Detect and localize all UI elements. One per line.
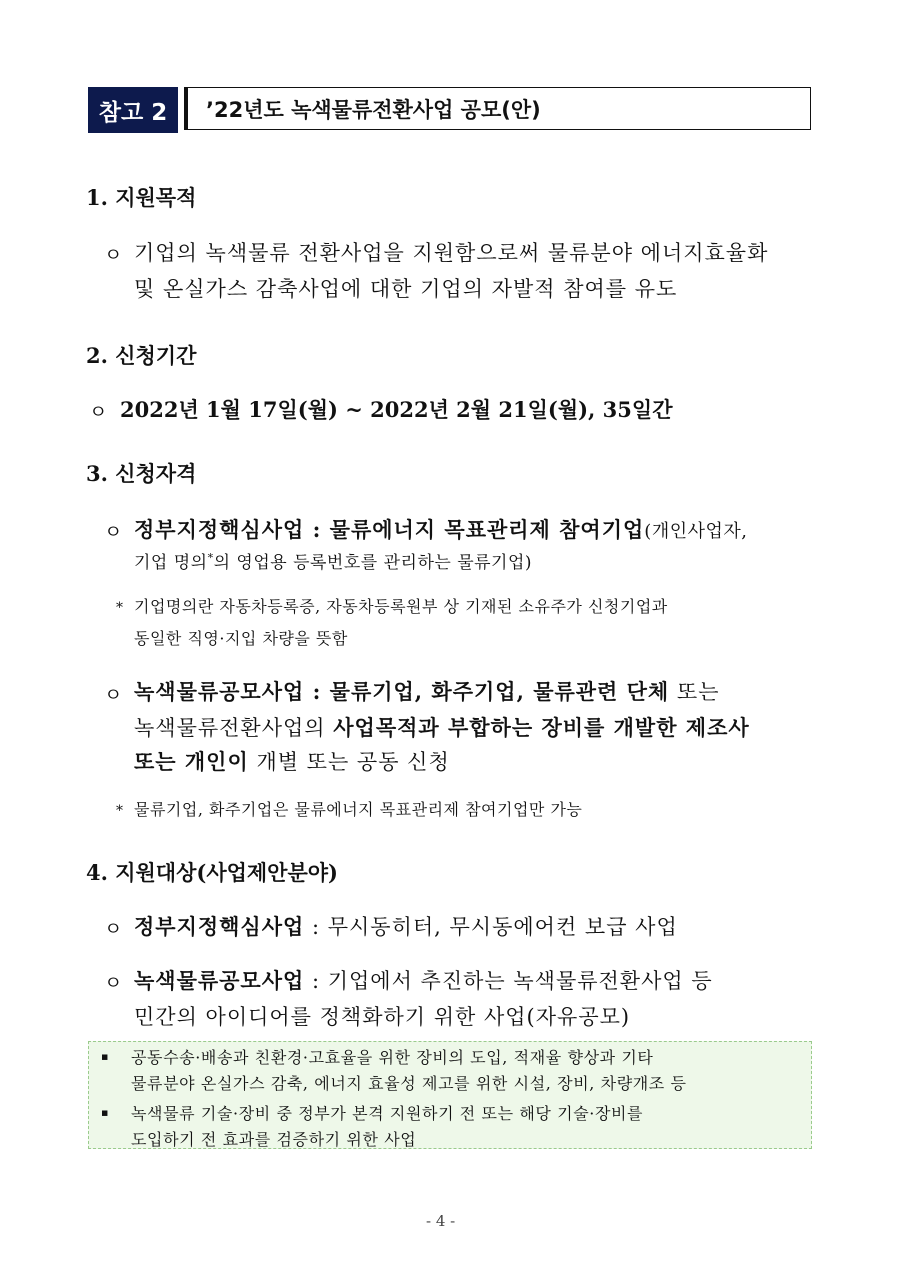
section-3-item-1-line-1 (134, 514, 747, 544)
line-part: : 무시동히터, 무시동에어컨 보급 사업 (311, 915, 678, 939)
box-item-2-line-1: 녹색물류 기술·장비 중 정부가 본격 지원하기 전 또는 해당 기술·장비를 (131, 1104, 644, 1123)
eligibility-open-label: 녹색물류공모사업 : 물류기업, 화주기업, 물류관련 단체 (134, 679, 670, 704)
line-part: 녹색물류전환사업의 (134, 716, 326, 740)
note-1-line-1: 기업명의란 자동차등록증, 자동차등록원부 상 기재된 소유주가 신청기업과 (134, 597, 668, 616)
line-part: 개별 또는 공동 신청 (256, 750, 450, 774)
section-3-item-1-bullet: ㅇ (104, 521, 124, 543)
line-part: : 기업에서 추진하는 녹색물류전환사업 등 (311, 969, 713, 993)
eligibility-core-suffix: (개인사업자, (644, 521, 748, 542)
section-4-item-2-line-2: 민간의 아이디어를 정책화하기 위한 사업(자유공모) (134, 1005, 631, 1029)
section-3-item-2-line-3 (134, 746, 450, 776)
application-period: 2022년 1월 17일(월) ~ 2022년 2월 21일(월), 35일간 (120, 397, 673, 422)
section-1-text-line-2: 및 온실가스 감축사업에 대한 기업의 자발적 참여를 유도 (134, 277, 678, 301)
line-part: 사업목적과 부합하는 장비를 개발한 제조사 (333, 715, 750, 740)
line-part: 또는 개인이 (134, 749, 249, 774)
box-item-1-line-1: 공동수송·배송과 친환경·고효율을 위한 장비의 도입, 적재율 향상과 기타 (131, 1048, 654, 1067)
section-3-item-2-line-2 (134, 712, 750, 742)
line-part: 기업 명의 (134, 553, 208, 573)
note-1-mark: * (116, 600, 123, 616)
section-1-bullet: ㅇ (104, 244, 124, 266)
section-3-item-1-line-2 (134, 548, 532, 573)
note-2-text: 물류기업, 화주기업은 물류에너지 목표관리제 참여기업만 가능 (134, 800, 583, 819)
section-1-text-line-1: 기업의 녹색물류 전환사업을 지원함으로써 물류분야 에너지효율화 (134, 241, 769, 265)
target-core-label: 정부지정핵심사업 (134, 914, 305, 939)
eligibility-core-label: 정부지정핵심사업 : 물류에너지 목표관리제 참여기업 (134, 517, 645, 542)
box-item-2-line-2: 도입하기 전 효과를 검증하기 위한 사업 (131, 1130, 417, 1149)
page-number: - 4 - (426, 1212, 456, 1230)
box-item-1-line-2: 물류분야 온실가스 감축, 에너지 효율성 제고를 위한 시설, 장비, 차량개조 등 (131, 1074, 687, 1093)
section-4-item-1-bullet: ㅇ (104, 918, 124, 940)
section-3-item-2-bullet: ㅇ (104, 684, 124, 706)
section-4-item-1-line (134, 911, 678, 941)
reference-label: 참고 2 (88, 87, 178, 133)
note-1-line-2: 동일한 직영·지입 차량을 뜻함 (134, 629, 348, 648)
note-2-mark: * (116, 803, 123, 819)
box-item-1-marker: ▪ (101, 1050, 109, 1063)
line-part: 또는 (676, 680, 720, 704)
document-title: ’22년도 녹색물류전환사업 공모(안) (184, 87, 811, 130)
section-1-heading: 1. 지원목적 (86, 185, 197, 210)
line-part: 의 영업용 등록번호를 관리하는 물류기업) (213, 553, 533, 573)
section-4-item-2-line-1 (134, 965, 713, 995)
target-open-label: 녹색물류공모사업 (134, 968, 305, 993)
section-4-heading: 4. 지원대상(사업제안분야) (86, 860, 338, 885)
box-item-2-marker: ▪ (101, 1106, 109, 1119)
footnote-mark: * (207, 551, 214, 565)
section-3-heading: 3. 신청자격 (86, 461, 197, 486)
section-2-bullet: ㅇ (89, 401, 109, 423)
section-4-item-2-bullet: ㅇ (104, 972, 124, 994)
section-2-heading: 2. 신청기간 (86, 343, 197, 368)
section-3-item-2-line-1 (134, 676, 720, 706)
